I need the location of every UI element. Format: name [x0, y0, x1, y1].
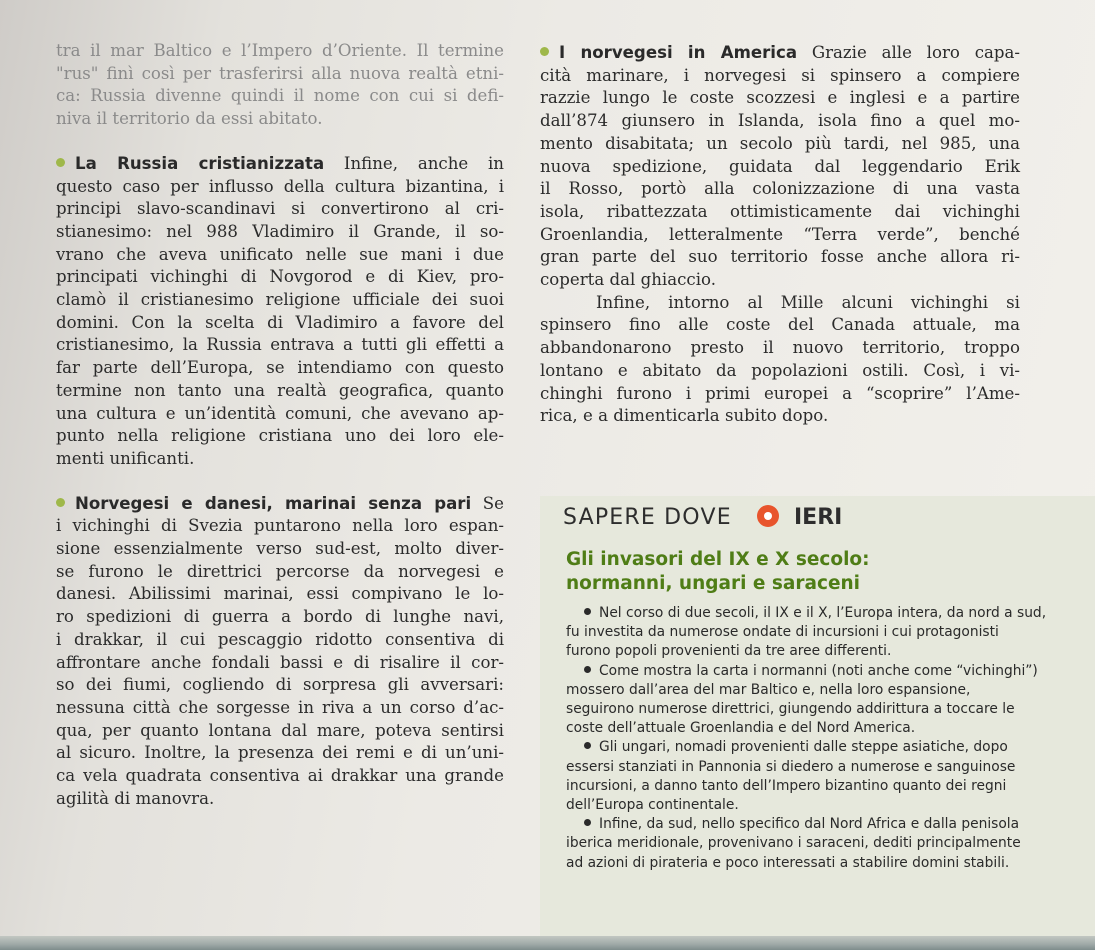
text-line: i vichinghi di Svezia puntarono nella loro espan-	[56, 516, 504, 536]
text-line: furono popoli provenienti da tre aree differenti.	[566, 643, 892, 660]
text-line: Groenlandia, letteralmente “Terra verde”, benché	[540, 224, 1020, 244]
text-line: una cultura e un’identità comuni, che avevano ap-	[56, 403, 504, 423]
text-line: rica, e a dimenticarla subito dopo.	[540, 406, 829, 426]
text-line: dell’Europa continentale.	[566, 797, 739, 814]
text-line: agilità di manovra.	[56, 788, 215, 808]
text-line: lontano e abitato da popolazioni ostili. Così, i vi-	[540, 360, 1020, 380]
text-line: coperta dal ghiaccio.	[540, 270, 716, 290]
text-line	[56, 493, 504, 516]
box-bullet-item	[566, 662, 1038, 739]
text-line: incursioni, a danno tanto dell’Impero bizantino quanto dei regni	[566, 777, 1007, 794]
text-line: coste dell’attuale Groenlandia e del Nord America.	[566, 720, 916, 737]
bullet-icon	[584, 608, 591, 615]
text-line: questo caso per influsso della cultura bizantina, i	[56, 176, 504, 196]
text-line	[566, 662, 1038, 681]
text-line: razzie lungo le coste scozzesi e inglesi e a partire	[540, 88, 1020, 108]
intro-paragraph	[56, 40, 504, 131]
text-fragment: Grazie alle loro capa-	[797, 43, 1021, 62]
text-line: ca: Russia divenne quindi il nome con cui si defi-	[56, 86, 504, 106]
text-line: qua, per quanto lontana dal mare, poteva sentirsi	[56, 720, 504, 740]
text-line: mento disabitata; un secolo più tardi, nel 985, una	[540, 133, 1020, 153]
text-line: menti unificanti.	[56, 448, 195, 468]
bullet-dot-icon	[56, 498, 65, 507]
bullet-icon	[584, 819, 591, 826]
text-line	[566, 604, 1047, 623]
text-fragment: Nel corso di due secoli, il IX e il X, l’Europa intera, da nord a sud,	[599, 605, 1047, 621]
section-heading: I norvegesi in America	[559, 43, 798, 62]
text-line: clamò il cristianesimo religione ufficiale dei suoi	[56, 290, 504, 310]
text-line: termine non tanto una realtà geografica, quanto	[56, 380, 504, 400]
bullet-icon	[584, 742, 591, 749]
text-line: essersi stanziati in Pannonia si diedero a numerose e sanguinose	[566, 758, 1016, 775]
text-line: fu investita da numerose ondate di incursioni i cui protagonisti	[566, 624, 999, 641]
text-fragment: Come mostra la carta i normanni (noti anche come “vichinghi”)	[599, 662, 1038, 679]
section-heading: La Russia cristianizzata	[75, 153, 325, 173]
text-line: principati vichinghi di Novgorod e di Kiev, pro-	[56, 267, 504, 287]
text-line: iberica meridionale, provenivano i saraceni, dediti principalmente	[566, 835, 1021, 852]
section-russia	[56, 153, 504, 471]
section-heading: Norvegesi e danesi, marinai senza pari	[75, 493, 472, 513]
box-bullet-item	[566, 604, 1047, 662]
text-line: chinghi furono i primi europei a “scoprire” l’Ame-	[540, 383, 1020, 403]
box-title-line: normanni, ungari e saraceni	[566, 573, 861, 594]
text-line: punto nella religione cristiana uno dei loro ele-	[56, 426, 504, 446]
text-line: vrano che aveva unificato nelle sue mani i due	[56, 244, 504, 264]
text-fragment: Infine, anche in	[324, 153, 504, 173]
text-line: cità marinare, i norvegesi si spinsero a compiere	[540, 65, 1020, 85]
text-line	[56, 153, 504, 176]
section-canada	[540, 292, 1020, 428]
text-line: sione essenzialmente verso sud-est, molto diver-	[56, 539, 504, 559]
text-line: isola, ribattezzata ottimisticamente dai vichinghi	[540, 201, 1020, 221]
text-line	[566, 815, 1031, 834]
text-line: ad azioni di pirateria e poco interessati a stabilire domini stabili.	[566, 854, 1010, 871]
text-fragment: Gli ungari, nomadi provenienti dalle steppe asiatiche, dopo	[599, 739, 1008, 756]
box-label-ieri: IERI	[794, 505, 843, 530]
text-line: abbandonarono presto il nuovo territorio, troppo	[540, 338, 1020, 358]
text-line: se furono le direttrici percorse da norvegesi e	[56, 561, 504, 581]
text-line: tra il mar Baltico e l’Impero d’Oriente. Il termine	[56, 41, 504, 60]
text-line: domini. Con la scelta di Vladimiro a favore del	[56, 312, 504, 332]
box-bullet-item	[566, 738, 1031, 815]
text-line: al sicuro. Inoltre, la presenza dei remi e di un’uni-	[56, 743, 504, 763]
text-line: ca vela quadrata consentiva ai drakkar una grande	[56, 766, 504, 786]
box-title-line: Gli invasori del IX e X secolo:	[566, 549, 870, 570]
text-line: Infine, intorno al Mille alcuni vichinghi si	[596, 292, 1020, 312]
text-line: seguirono numerose direttrici, giungendo addirittura a toccare le	[566, 701, 1015, 718]
bullet-icon	[584, 666, 591, 673]
box-title	[566, 548, 870, 596]
section-norvegesi-danesi	[56, 493, 504, 811]
box-bullet-list	[566, 604, 1047, 873]
box-bullet-item	[566, 815, 1031, 873]
text-line: cristianesimo, la Russia entrava a tutti gli effetti a	[56, 335, 504, 355]
bullet-dot-icon	[56, 158, 65, 167]
text-line: nessuna città che sorgesse in riva a un corso d’ac-	[56, 697, 504, 717]
right-column	[540, 42, 1020, 428]
text-line: niva il territorio da essi abitato.	[56, 109, 323, 129]
page-bottom-edge	[0, 936, 1095, 950]
text-line: so dei fiumi, cogliendo di sorpresa gli avversari:	[56, 675, 504, 695]
text-fragment: Infine, da sud, nello specifico dal Nord Africa e dalla penisola	[599, 816, 1020, 833]
bullet-dot-icon	[540, 47, 549, 56]
section-norvegesi-america	[540, 42, 1020, 292]
record-dot-icon	[757, 505, 779, 527]
text-line: il Rosso, portò alla colonizzazione di una vasta	[540, 179, 1020, 199]
text-line: nuova spedizione, guidata dal leggendario Erik	[540, 156, 1020, 176]
text-line	[540, 42, 1020, 65]
text-line: stianesimo: nel 988 Vladimiro il Grande, il so-	[56, 221, 504, 241]
text-line: far parte dell’Europa, se intendiamo con questo	[56, 358, 504, 378]
text-line: spinsero fino alle coste del Canada attuale, ma	[540, 315, 1020, 335]
text-line: gran parte del suo territorio fosse anche allora ri-	[540, 247, 1020, 267]
text-line: dall’874 giunsero in Islanda, isola fino a quel mo-	[540, 111, 1020, 131]
left-column	[56, 40, 504, 811]
text-line	[566, 738, 1031, 757]
box-label-sapere-dove: SAPERE DOVE	[563, 505, 732, 530]
text-line: mossero dall’area del mar Baltico e, nella loro espansione,	[566, 681, 971, 698]
text-line: danesi. Abilissimi marinai, essi compivano le lo-	[56, 584, 504, 604]
text-line: affrontare anche fondali bassi e di risalire il cor-	[56, 652, 504, 672]
text-line: principi slavo-scandinavi si convertirono al cri-	[56, 199, 504, 219]
text-line: i drakkar, il cui pescaggio ridotto consentiva di	[56, 629, 504, 649]
text-line: "rus" finì così per trasferirsi alla nuova realtà etni-	[56, 63, 504, 83]
text-fragment: Se	[471, 493, 504, 513]
text-line: ro spedizioni di guerra a bordo di lunghe navi,	[56, 607, 504, 627]
